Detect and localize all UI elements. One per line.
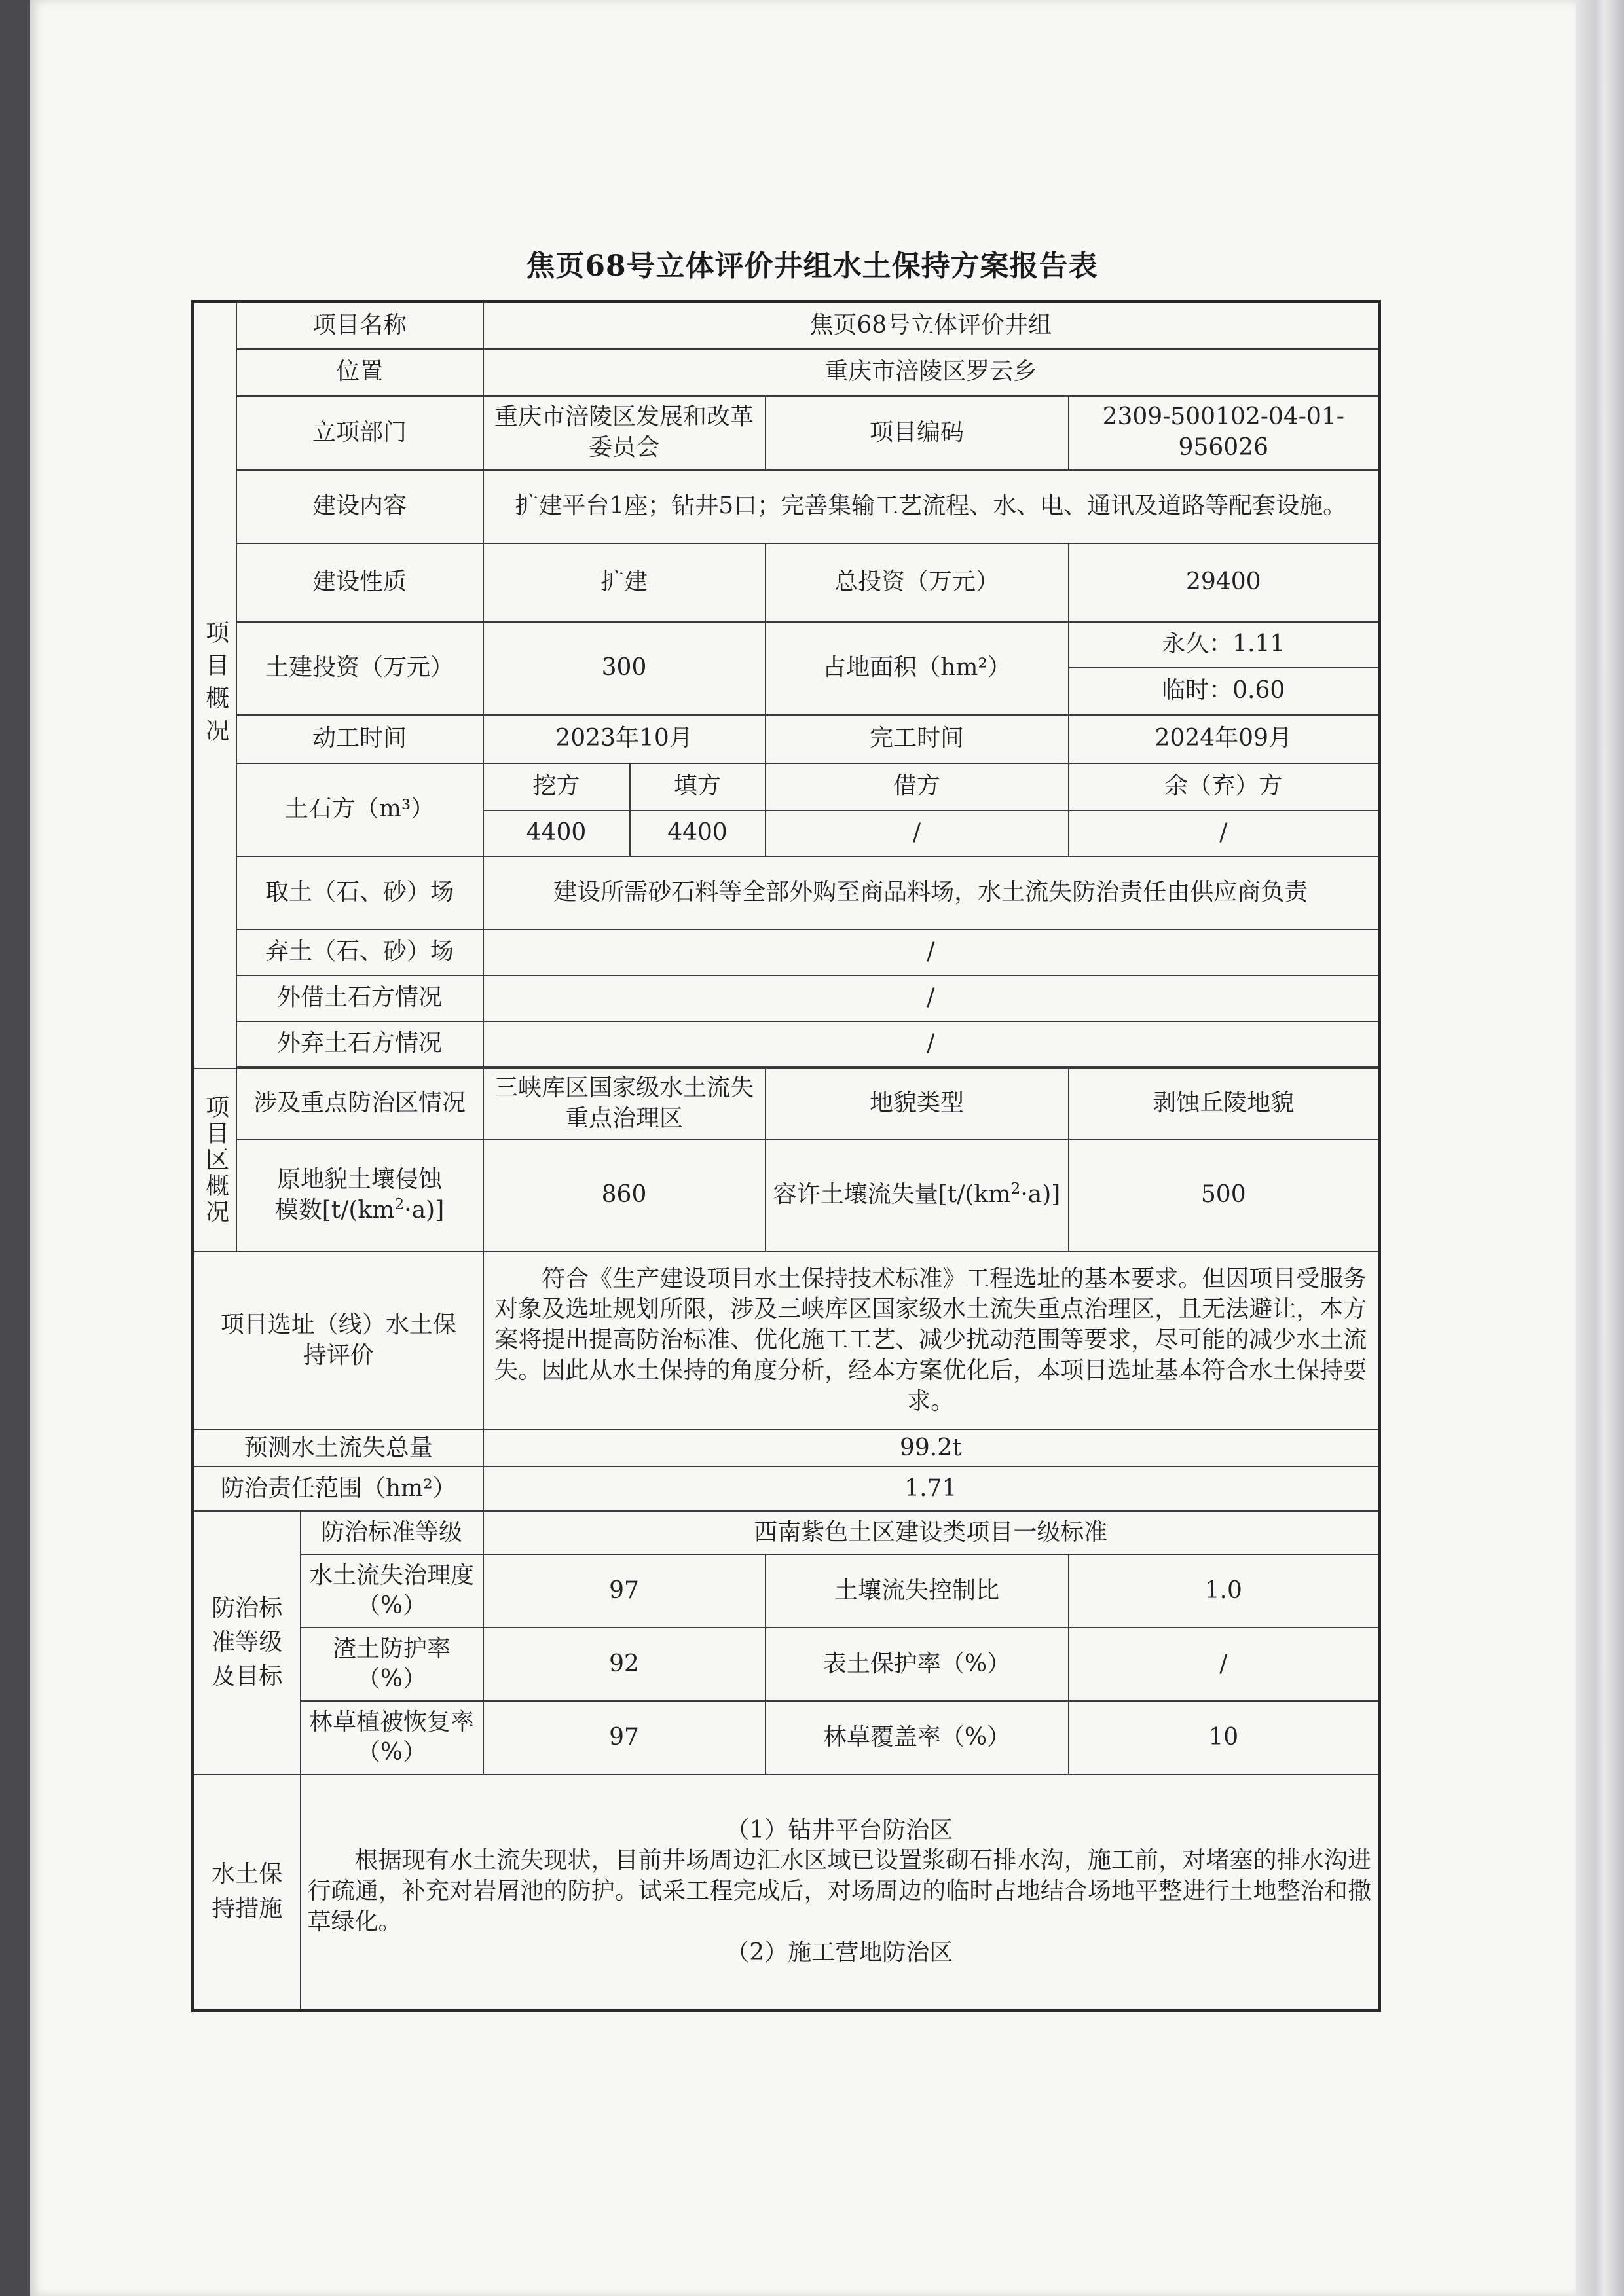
vegetation-restoration-rate-label: 林草植被恢复率（%） [301, 1701, 483, 1774]
borrow-value: / [766, 811, 1069, 856]
dump-site-label: 弃土（石、砂）场 [236, 930, 483, 975]
total-investment-label: 总投资（万元） [766, 543, 1069, 622]
section-standards: 防治标准等级及目标 [193, 1511, 301, 1774]
construction-nature-label: 建设性质 [236, 543, 483, 622]
borrow-site-label: 取土（石、砂）场 [236, 856, 483, 930]
project-code-label: 项目编码 [766, 396, 1069, 470]
original-erosion-value: 860 [483, 1139, 766, 1252]
dump-site-value: / [483, 930, 1380, 975]
topsoil-protection-rate-label: 表土保护率（%） [766, 1628, 1069, 1701]
landform-label: 地貌类型 [766, 1068, 1069, 1139]
vegetation-coverage-rate-label: 林草覆盖率（%） [766, 1701, 1069, 1774]
project-name-value: 焦页68号立体评价井组 [483, 302, 1380, 349]
approval-dept-value: 重庆市涪陵区发展和改革委员会 [483, 396, 766, 470]
measures-content [301, 1774, 1380, 2010]
report-title: 焦页68号立体评价井组水土保持方案报告表 [526, 249, 1098, 283]
borrow-label: 借方 [766, 763, 1069, 811]
key-zone-label: 涉及重点防治区情况 [236, 1068, 483, 1139]
section-measures: 水土保持措施 [193, 1774, 301, 2010]
construction-content-label: 建设内容 [236, 470, 483, 543]
vegetation-coverage-rate-value: 10 [1069, 1701, 1380, 1774]
construction-nature-value: 扩建 [483, 543, 766, 622]
site-evaluation-value [483, 1252, 1380, 1430]
topsoil-protection-rate-value: / [1069, 1628, 1380, 1701]
standard-level-label: 防治标准等级 [301, 1511, 483, 1554]
civil-investment-value: 300 [483, 622, 766, 715]
start-time-label: 动工时间 [236, 715, 483, 763]
civil-investment-label: 土建投资（万元） [236, 622, 483, 715]
soil-loss-control-ratio-value: 1.0 [1069, 1554, 1380, 1628]
external-borrow-label: 外借土石方情况 [236, 975, 483, 1021]
earthwork-label: 土石方（m³） [236, 763, 483, 856]
location-label: 位置 [236, 349, 483, 396]
cut-label: 挖方 [483, 763, 630, 811]
predicted-loss-label: 预测水土流失总量 [193, 1430, 483, 1467]
original-erosion-label: 原地貌土壤侵蚀 模数$[t/(km^2\cdot a)]$ [236, 1139, 483, 1252]
end-time-label: 完工时间 [766, 715, 1069, 763]
report-table [191, 300, 1381, 2012]
site-evaluation-text: 符合《生产建设项目水土保持技术标准》工程选址的基本要求。但因项目受服务对象及选址规划所限，涉及三峡库区国家级水土流失重点治理区，且无法避让，本方案将提出提高防治标准、优化施工工艺、减少扰动范围等要求，尽可能的减少水土流失。因此从水土保持的角度分析，经本方案优化后，本项目选址基本符合水土保持要求。 [494, 1265, 1367, 1415]
standard-level-value: 西南紫色土区建设类项目一级标准 [483, 1511, 1380, 1554]
approval-dept-label: 立项部门 [236, 396, 483, 470]
section-region-overview: 项目区概况 [193, 1068, 236, 1252]
end-time-value: 2024年09月 [1069, 715, 1380, 763]
section-project-overview: 项目概况 [193, 302, 236, 1068]
fill-value: 4400 [630, 811, 766, 856]
measures-heading-2: （2）施工营地防治区 [726, 1939, 953, 1966]
project-code-value: 2309-500102-04-01-956026 [1069, 396, 1380, 470]
external-waste-value: / [483, 1021, 1380, 1067]
allowable-loss-value: 500 [1069, 1139, 1380, 1252]
spoil-protection-rate-value: 92 [483, 1628, 766, 1701]
fill-label: 填方 [630, 763, 766, 811]
measures-heading-1: （1）钻井平台防治区 [726, 1816, 953, 1844]
total-investment-value: 29400 [1069, 543, 1380, 622]
responsibility-area-value: 1.71 [483, 1467, 1380, 1511]
start-time-value: 2023年10月 [483, 715, 766, 763]
landform-value: 剥蚀丘陵地貌 [1069, 1068, 1380, 1139]
borrow-site-value: 建设所需砂石料等全部外购至商品料场，水土流失防治责任由供应商负责 [483, 856, 1380, 930]
measures-paragraph-1: 根据现有水土流失现状，目前井场周边汇水区域已设置浆砌石排水沟，施工前，对堵塞的排水沟进行疏通，补充对岩屑池的防护。试采工程完成后，对场周边的临时占地结合场地平整进行土地整治和撒草绿化。 [307, 1847, 1372, 1935]
allowable-loss-label: 容许土壤流失量$[t/(km^2\cdot a)]$ [766, 1139, 1069, 1252]
responsibility-area-label: 防治责任范围（hm²） [193, 1467, 483, 1511]
waste-value: / [1069, 811, 1380, 856]
land-area-label: 占地面积（hm²） [766, 622, 1069, 715]
waste-label: 余（弃）方 [1069, 763, 1380, 811]
external-borrow-value: / [483, 975, 1380, 1021]
cut-value: 4400 [483, 811, 630, 856]
construction-content-value: 扩建平台1座；钻井5口；完善集输工艺流程、水、电、通讯及道路等配套设施。 [483, 470, 1380, 543]
predicted-loss-value: 99.2t [483, 1430, 1380, 1467]
external-waste-label: 外弃土石方情况 [236, 1021, 483, 1067]
location-value: 重庆市涪陵区罗云乡 [483, 349, 1380, 396]
project-name-label: 项目名称 [236, 302, 483, 349]
land-area-permanent: 永久：1.11 [1069, 622, 1380, 668]
soil-loss-control-ratio-label: 土壤流失控制比 [766, 1554, 1069, 1628]
erosion-control-degree-value: 97 [483, 1554, 766, 1628]
vegetation-restoration-rate-value: 97 [483, 1701, 766, 1774]
key-zone-value: 三峡库区国家级水土流失重点治理区 [483, 1068, 766, 1139]
erosion-control-degree-label: 水土流失治理度（%） [301, 1554, 483, 1628]
page-stack-edge [1576, 0, 1624, 2296]
spoil-protection-rate-label: 渣土防护率（%） [301, 1628, 483, 1701]
land-area-temporary: 临时：0.60 [1069, 668, 1380, 715]
site-evaluation-label: 项目选址（线）水土保持评价 [193, 1252, 483, 1430]
